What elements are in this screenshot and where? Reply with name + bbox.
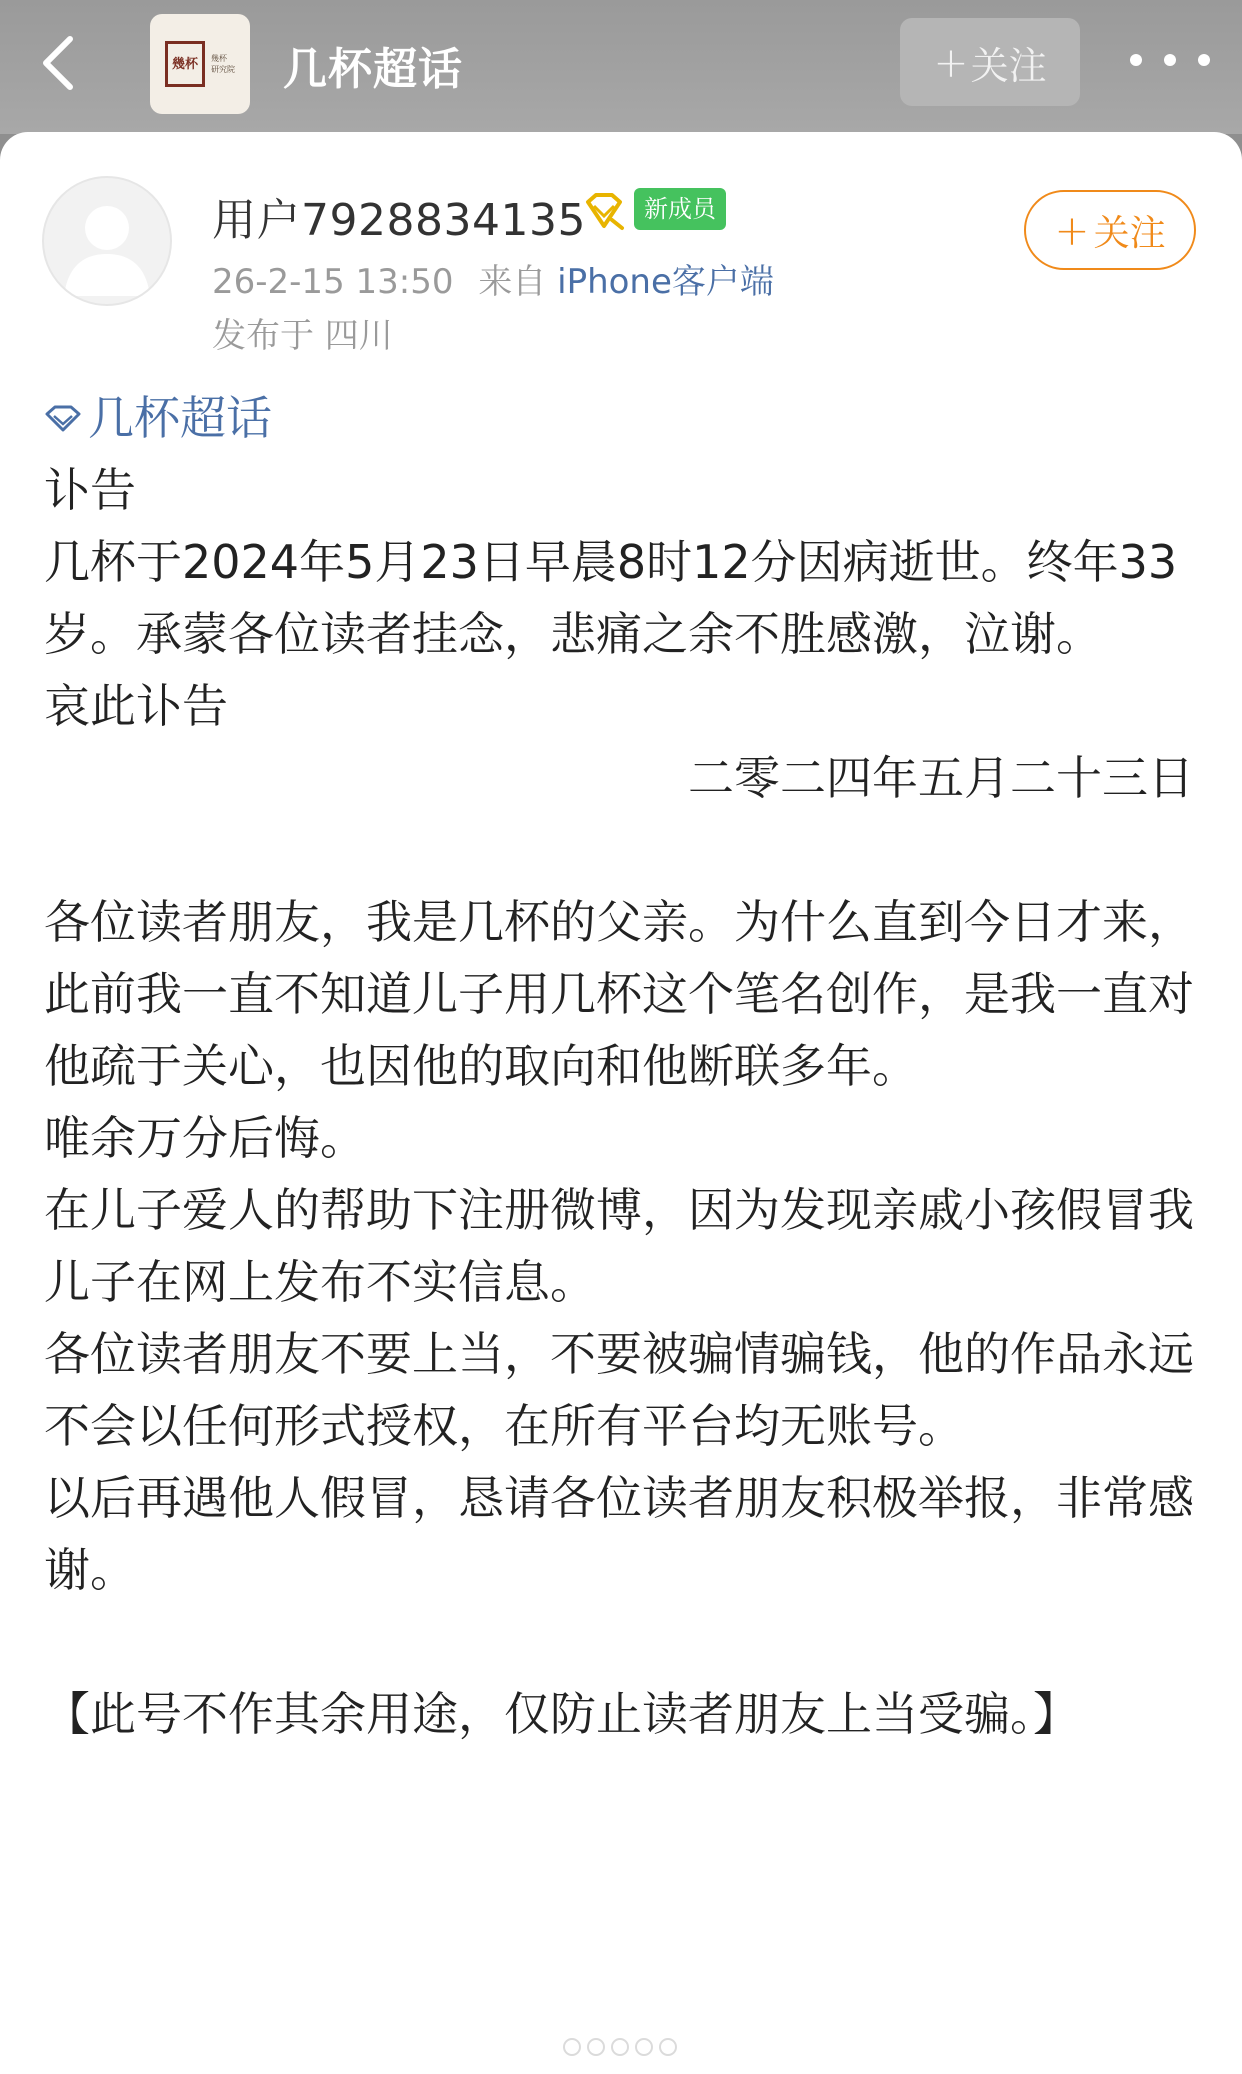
page-dot [635, 2038, 653, 2056]
post-line: 唯余万分后悔。 [44, 1111, 366, 1165]
topic-link-label: 几杯超话 [88, 391, 272, 445]
follow-user-label: 关注 [1093, 212, 1166, 254]
top-bar [0, 0, 1242, 134]
follow-topic-button[interactable] [900, 18, 1080, 106]
post-time: 26-2-15 13:50 [212, 262, 454, 302]
post-line: 【此号不作其余用途，仅防止读者朋友上当受骗。】 [44, 1687, 1079, 1741]
follow-topic-label: 关注 [970, 43, 1047, 88]
post-line: 在儿子爱人的帮助下注册微博，因为发现亲戚小孩假冒我儿子在网上发布不实信息。 [44, 1183, 1194, 1309]
topic-title[interactable]: 几杯超话 [283, 44, 463, 95]
page-dot [611, 2038, 629, 2056]
post-line: 以后再遇他人假冒，恳请各位读者朋友积极举报，非常感谢。 [44, 1471, 1194, 1597]
logo-text-line2: 研究院 [211, 65, 235, 74]
post-line: 哀此讣告 [44, 679, 228, 733]
page-dot [563, 2038, 581, 2056]
topic-logo[interactable] [150, 14, 250, 114]
post-line: 各位读者朋友不要上当，不要被骗情骗钱，他的作品永远不会以任何形式授权，在所有平台均无账号。 [44, 1327, 1194, 1453]
supertopic-diamond-icon [44, 403, 82, 433]
back-button[interactable] [28, 28, 88, 98]
new-member-badge: 新成员 [634, 188, 726, 230]
post-location: 发布于 四川 [212, 316, 393, 356]
post-source[interactable]: iPhone客户端 [557, 262, 774, 302]
post-line: 讣告 [44, 463, 136, 517]
post-date-line: 二零二四年五月二十三日 [688, 751, 1194, 805]
footer-fade [0, 1995, 1242, 2074]
post-body [44, 382, 1214, 1750]
blank-line [44, 1606, 1214, 1678]
blank-line [44, 814, 1214, 886]
post-card [0, 132, 1242, 2074]
logo-text [211, 53, 235, 75]
page-indicator [470, 2038, 770, 2058]
post-meta [212, 254, 774, 303]
post-line: 几杯于2024年5月23日早晨8时12分因病逝世。终年33岁。承蒙各位读者挂念，悲痛之余不胜感激，泣谢。 [44, 535, 1178, 661]
more-dots-icon [1198, 54, 1210, 66]
more-dots-icon [1130, 54, 1142, 66]
follow-user-button[interactable] [1024, 190, 1196, 270]
more-button[interactable] [1130, 40, 1210, 80]
logo-text-line1: 幾杯 [211, 54, 227, 63]
page-dot [587, 2038, 605, 2056]
chevron-left-icon [38, 33, 78, 93]
plus-icon: + [933, 37, 969, 87]
default-avatar-icon [44, 178, 170, 304]
more-dots-icon [1164, 54, 1176, 66]
plus-icon: + [1054, 205, 1090, 255]
username[interactable]: 用户7928834135 [212, 195, 586, 246]
vip-diamond-icon[interactable] [582, 192, 626, 232]
topic-link[interactable] [44, 382, 1214, 454]
from-label: 来自 [478, 262, 547, 302]
page-dot [659, 2038, 677, 2056]
avatar[interactable] [42, 176, 172, 306]
post-line: 各位读者朋友，我是几杯的父亲。为什么直到今日才来，此前我一直不知道儿子用几杯这个笔名创作，是我一直对他疏于关心，也因他的取向和他断联多年。 [44, 895, 1194, 1093]
logo-seal: 幾杯 [165, 41, 205, 87]
